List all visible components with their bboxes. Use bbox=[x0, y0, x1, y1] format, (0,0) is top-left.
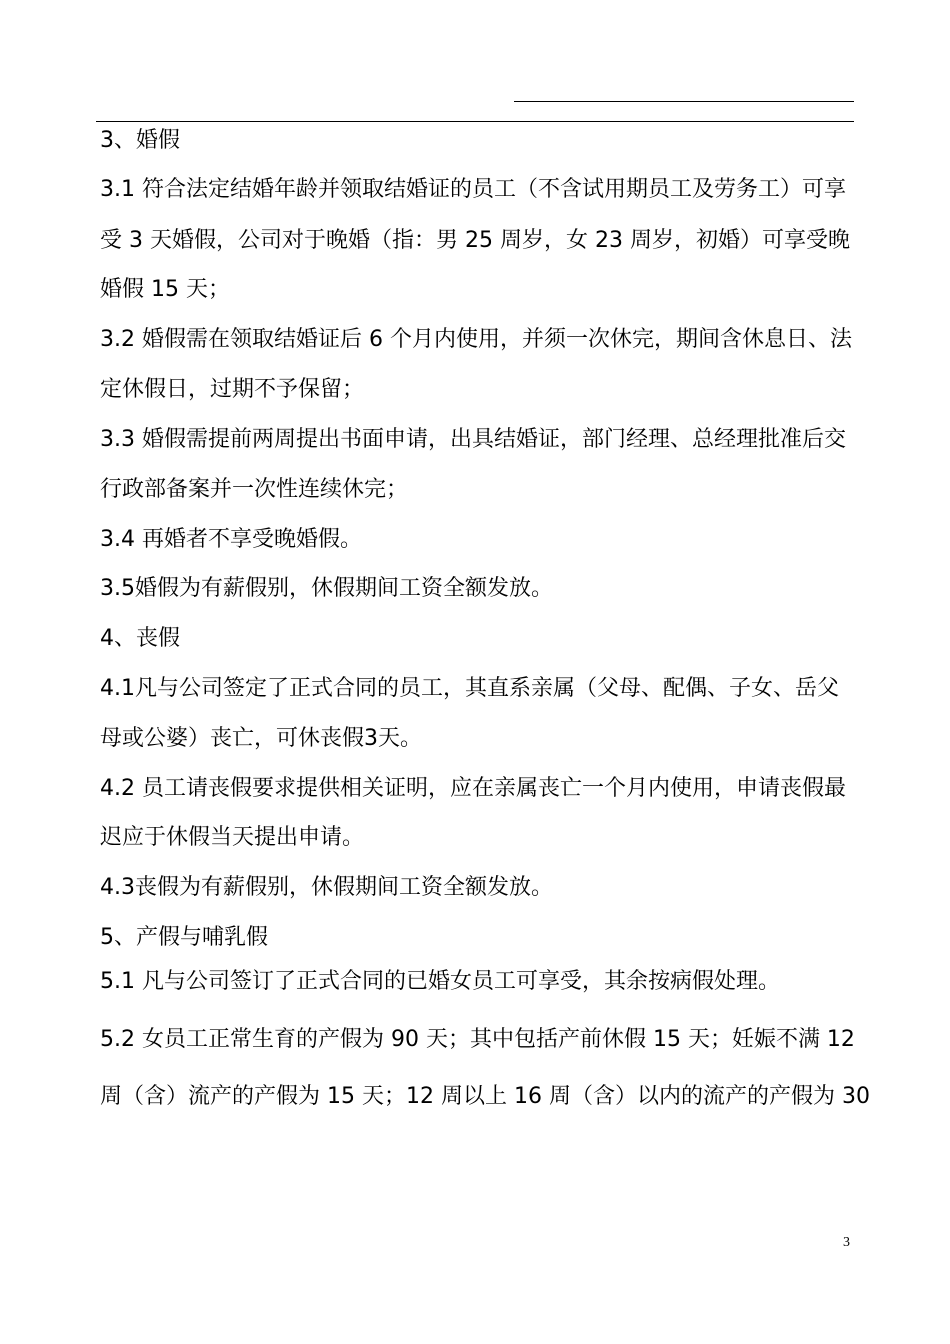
text-line: 4.3丧假为有薪假别，休假期间工资全额发放。 bbox=[100, 875, 553, 900]
text-line: 迟应于休假当天提出申请。 bbox=[100, 825, 365, 850]
section-heading-maternity-leave: 5、产假与哺乳假 bbox=[100, 925, 268, 950]
header-rule-short bbox=[514, 101, 854, 102]
text-line: 5.1 凡与公司签订了正式合同的已婚女员工可享受，其余按病假处理。 bbox=[100, 969, 780, 994]
section-heading-bereavement-leave: 4、丧假 bbox=[100, 626, 180, 651]
text-line: 3.4 再婚者不享受晚婚假。 bbox=[100, 527, 362, 552]
text-line: 4.2 员工请丧假要求提供相关证明，应在亲属丧亡一个月内使用，申请丧假最 bbox=[100, 776, 846, 801]
text-line: 3.2 婚假需在领取结婚证后 6 个月内使用，并须一次休完，期间含休息日、法 bbox=[100, 327, 852, 352]
text-line: 行政部备案并一次性连续休完； bbox=[100, 477, 409, 502]
text-line: 母或公婆）丧亡，可休丧假3天。 bbox=[100, 726, 422, 751]
text-line: 4.1凡与公司签定了正式合同的员工，其直系亲属（父母、配偶、子女、岳父 bbox=[100, 676, 839, 701]
text-line: 3.1 符合法定结婚年龄并领取结婚证的员工（不含试用期员工及劳务工）可享 bbox=[100, 177, 846, 202]
text-line: 婚假 15 天； bbox=[100, 277, 230, 302]
text-line: 受 3 天婚假，公司对于晚婚（指：男 25 周岁，女 23 周岁，初婚）可享受晚 bbox=[100, 228, 850, 253]
section-heading-marriage-leave: 3、婚假 bbox=[100, 128, 180, 153]
text-line: 周（含）流产的产假为 15 天；12 周以上 16 周（含）以内的流产的产假为 30 bbox=[100, 1084, 870, 1109]
page-number: 3 bbox=[843, 1235, 850, 1250]
text-line: 定休假日，过期不予保留； bbox=[100, 377, 365, 402]
text-line: 5.2 女员工正常生育的产假为 90 天；其中包括产前休假 15 天；妊娠不满 12 bbox=[100, 1027, 855, 1052]
header-rule-long bbox=[96, 121, 854, 122]
text-line: 3.3 婚假需提前两周提出书面申请，出具结婚证，部门经理、总经理批准后交 bbox=[100, 427, 846, 452]
text-line: 3.5婚假为有薪假别，休假期间工资全额发放。 bbox=[100, 576, 553, 601]
